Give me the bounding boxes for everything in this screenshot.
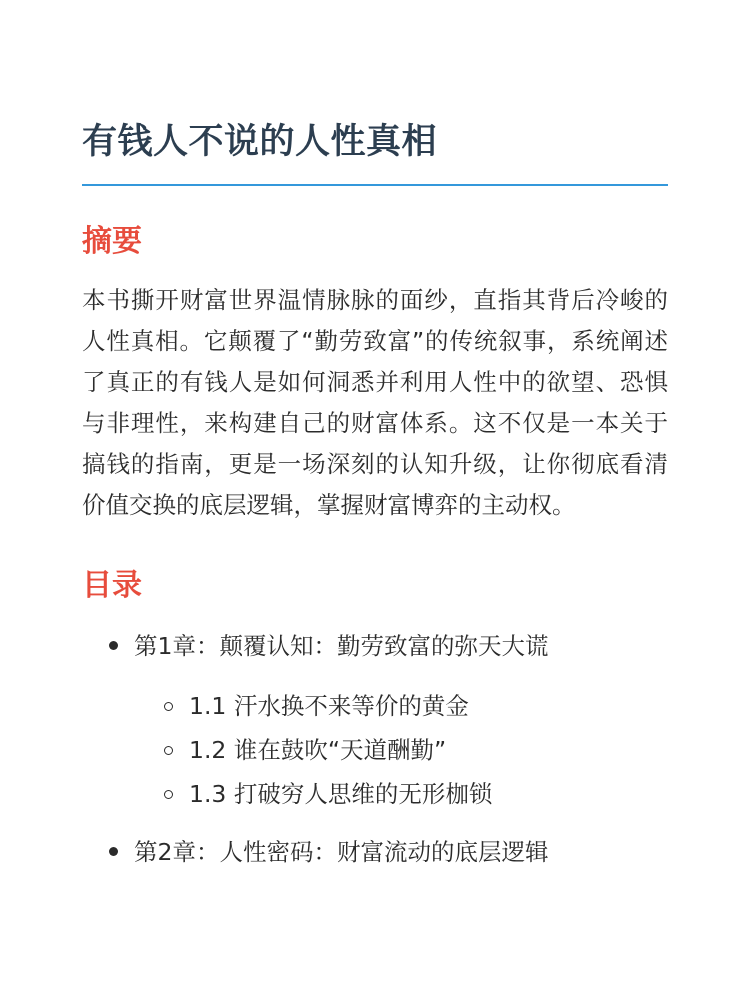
- summary-text: 本书撕开财富世界温情脉脉的面纱，直指其背后冷峻的人性真相。它颠覆了“勤劳致富”的传统叙事，系统阐述了真正的有钱人是如何洞悉并利用人性中的欲望、恐惧与非理性，来构建自己的财富体系。这不仅是一本关于搞钱的指南，更是一场深刻的认知升级，让你彻底看清价值交换的底层逻辑，掌握财富博弈的主动权。: [82, 286, 668, 519]
- chapter-label: 第2章：人性密码：财富流动的底层逻辑: [134, 838, 549, 866]
- toc-section-1-1: [134, 684, 668, 728]
- summary-heading: 摘要: [82, 224, 142, 259]
- title-divider: [82, 184, 668, 186]
- bullet-disc-icon: [109, 641, 118, 650]
- toc-heading: 目录: [82, 568, 142, 603]
- toc-list: [82, 628, 668, 870]
- bullet-disc-icon: [109, 847, 118, 856]
- bullet-circle-icon: [164, 702, 173, 711]
- section-label: 1.1 汗水换不来等价的黄金: [189, 692, 469, 720]
- chapter-label: 第1章：颠覆认知：勤劳致富的弥天大谎: [134, 632, 549, 660]
- bullet-circle-icon: [164, 790, 173, 799]
- section-label: 1.2 谁在鼓吹“天道酬勤”: [189, 736, 447, 764]
- toc-section-1-3: [134, 772, 668, 816]
- section-label: 1.3 打破穷人思维的无形枷锁: [189, 780, 493, 808]
- toc-sections-1: [134, 684, 668, 816]
- toc-section-1-2: [134, 728, 668, 772]
- toc-chapter-1: [82, 628, 668, 816]
- bullet-circle-icon: [164, 746, 173, 755]
- toc-chapter-2: [82, 834, 668, 870]
- document-title: 有钱人不说的人性真相: [82, 122, 438, 162]
